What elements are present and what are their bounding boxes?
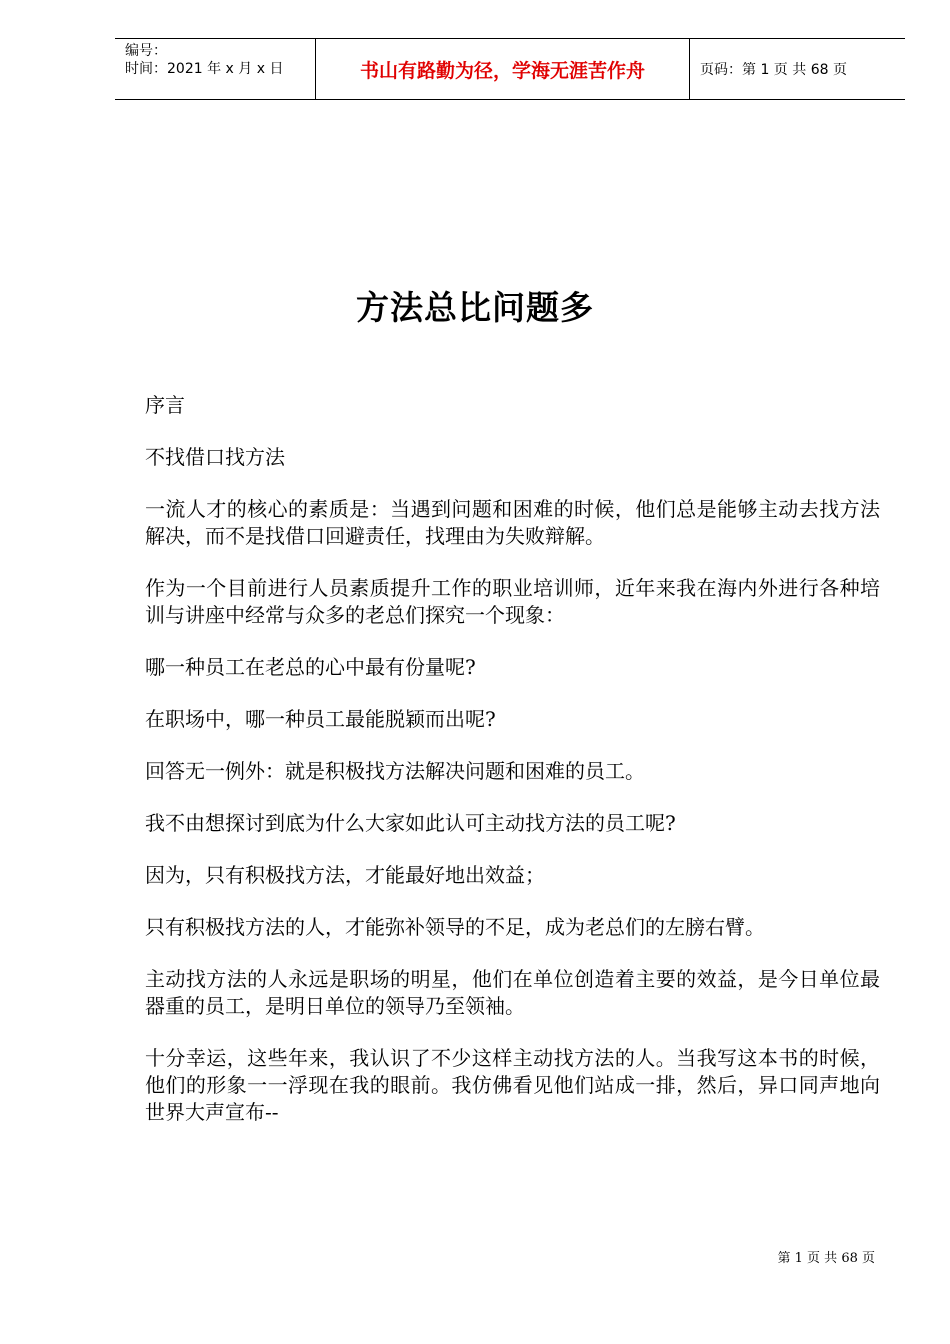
serial-label: 编号： [125,43,167,59]
paragraph: 只有积极找方法的人，才能弥补领导的不足，成为老总们的左膀右臂。 [145,915,765,939]
document-title: 方法总比问题多 [356,288,594,327]
page-footer: 第 1 页 共 68 页 [777,1251,875,1266]
header-info-cell [115,39,316,99]
document-body [145,392,880,1151]
header-page-info: 页码：第 1 页 共 68 页 [700,62,847,78]
header-motto: 书山有路勤为径，学海无涯苦作舟 [359,59,645,82]
paragraph: 回答无一例外：就是积极找方法解决问题和困难的员工。 [145,759,645,783]
paragraph: 一流人才的核心的素质是：当遇到问题和困难的时候，他们总是能够主动去找方法解决，而不是找借口回避责任，找理由为失败辩解。 [145,497,880,548]
paragraph: 我不由想探讨到底为什么大家如此认可主动找方法的员工呢? [145,811,676,835]
date-label: 时间：2021 年 x 月 x 日 [125,61,284,77]
paragraph: 在职场中，哪一种员工最能脱颖而出呢? [145,707,496,731]
page-header [115,38,905,100]
header-motto-cell [316,39,690,99]
paragraph: 十分幸运，这些年来，我认识了不少这样主动找方法的人。当我写这本书的时候，他们的形象一一浮现在我的眼前。我仿佛看见他们站成一排，然后，异口同声地向世界大声宣布-- [145,1046,880,1124]
paragraph: 序言 [145,393,185,417]
paragraph: 因为，只有积极找方法，才能最好地出效益； [145,863,545,887]
paragraph: 主动找方法的人永远是职场的明星，他们在单位创造着主要的效益，是今日单位最器重的员工，是明日单位的领导乃至领袖。 [145,967,880,1018]
paragraph: 作为一个目前进行人员素质提升工作的职业培训师，近年来我在海内外进行各种培训与讲座中经常与众多的老总们探究一个现象： [145,576,880,627]
paragraph: 不找借口找方法 [145,445,285,469]
header-page-cell [690,39,905,99]
paragraph: 哪一种员工在老总的心中最有份量呢? [145,655,476,679]
